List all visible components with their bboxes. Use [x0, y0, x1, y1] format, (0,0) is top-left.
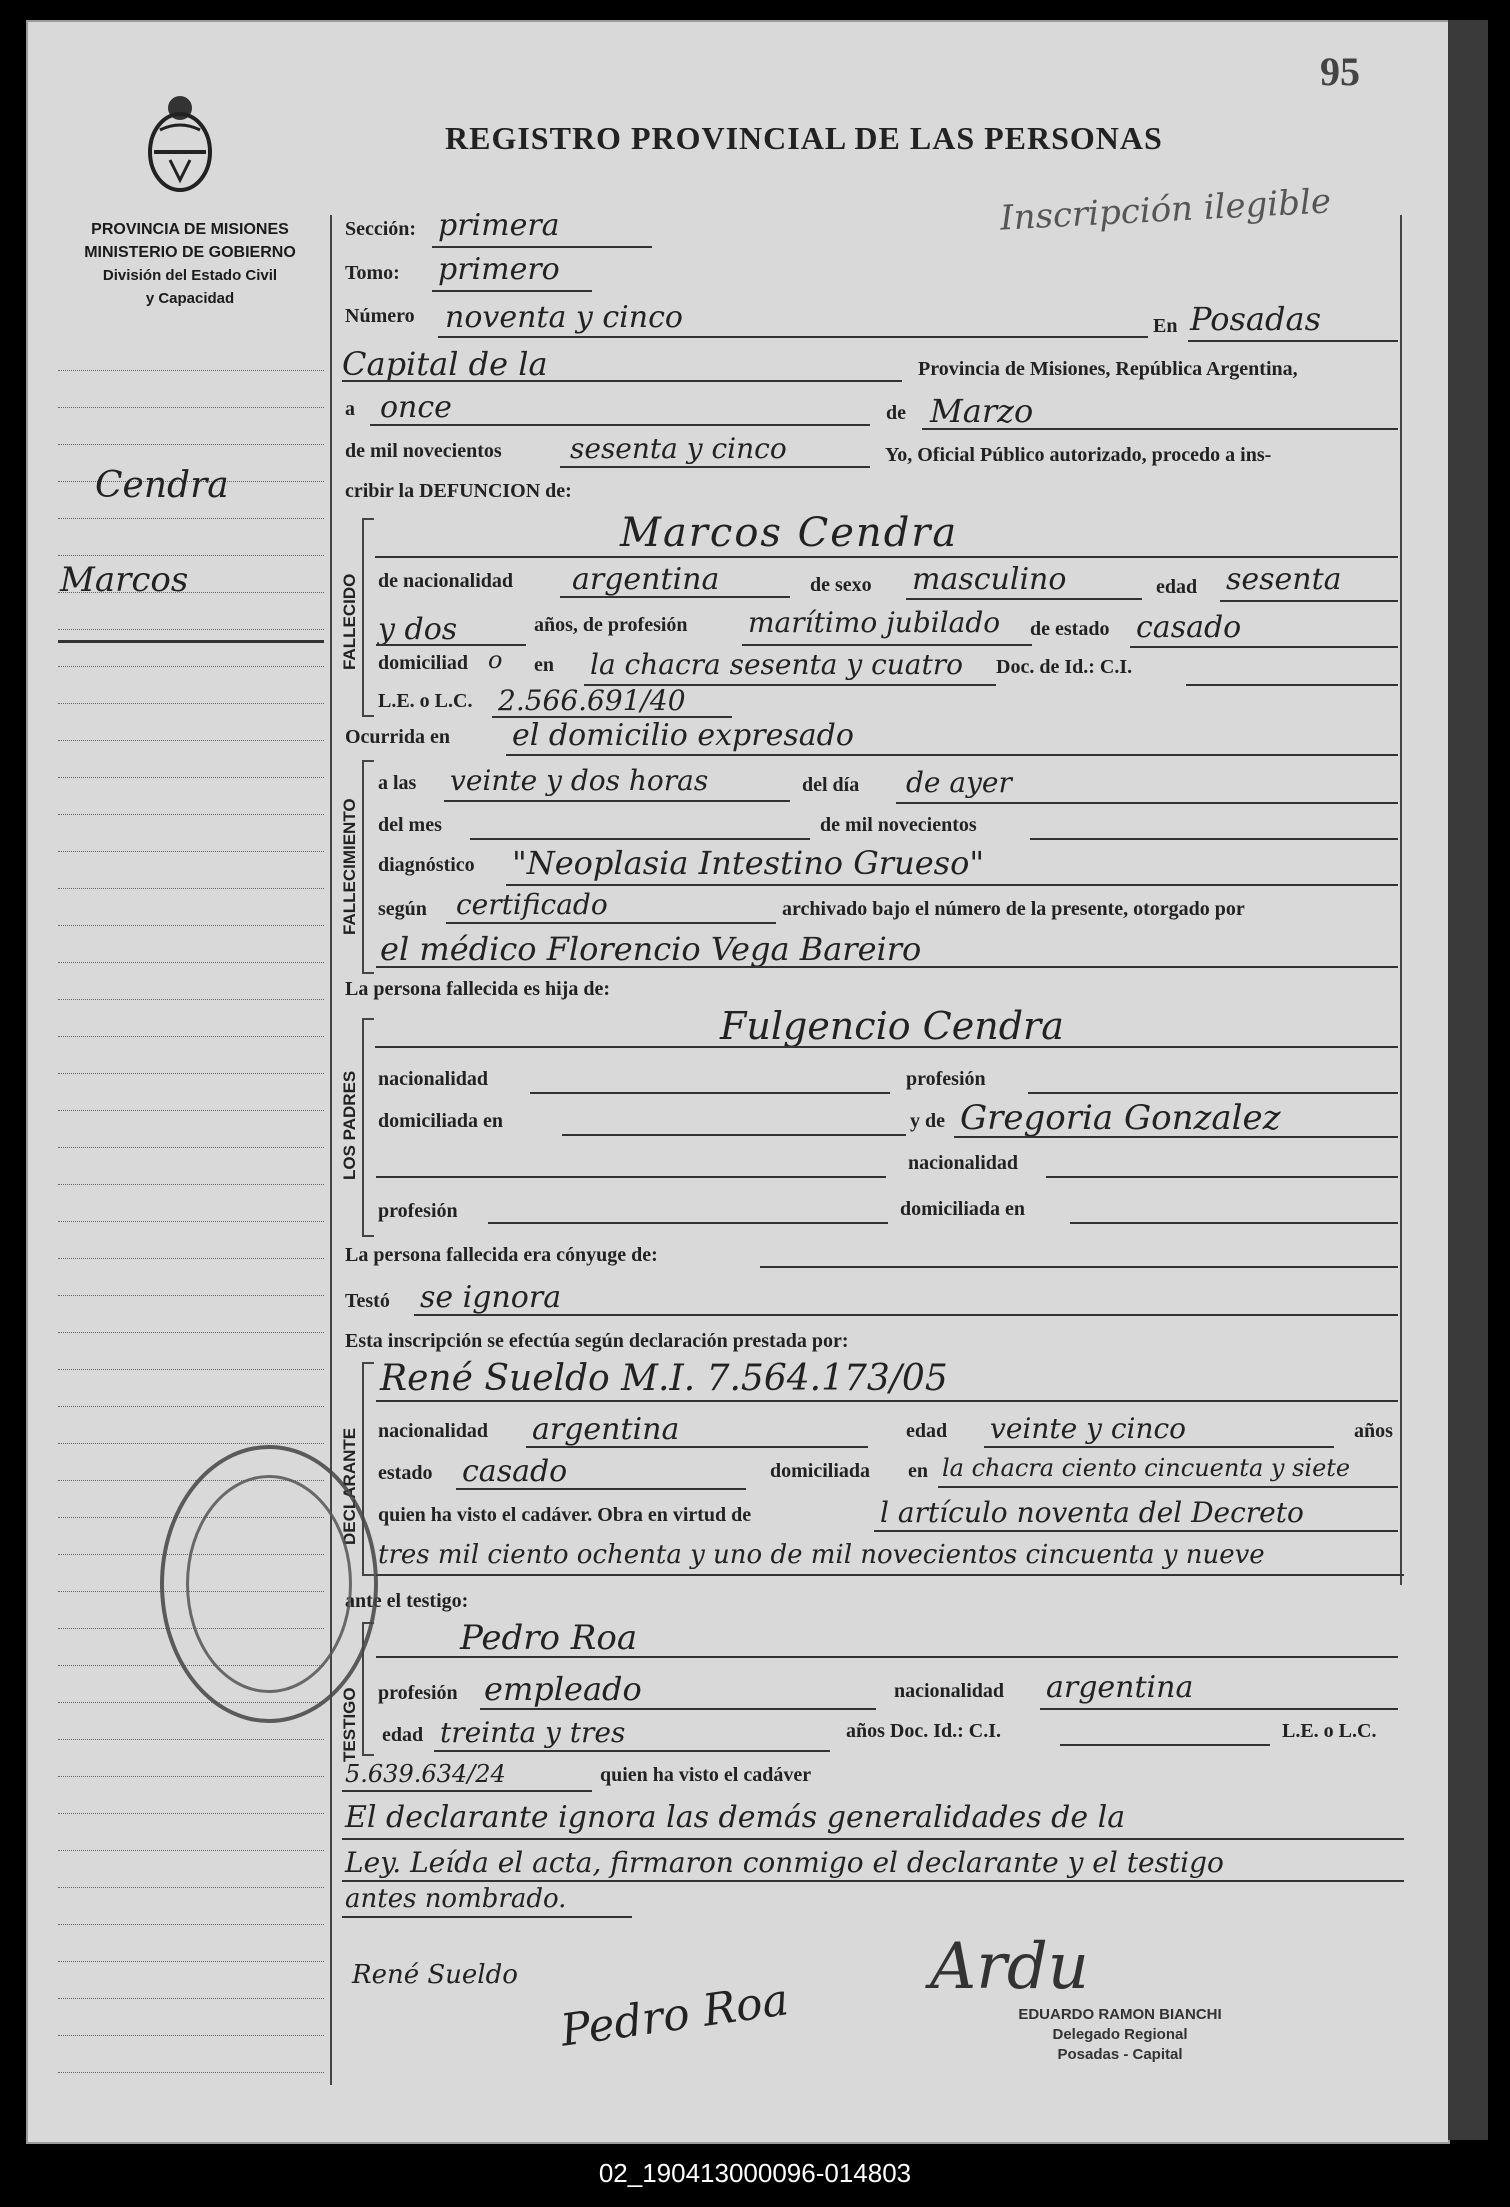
field-d-domicilio: la chacra ciento cincuenta y siete — [942, 1454, 1351, 1482]
line-mes — [922, 428, 1398, 430]
column-divider — [330, 215, 332, 2085]
margin-rule — [58, 1998, 324, 1999]
line-obra2 — [376, 1574, 1404, 1576]
official-stamp — [980, 2005, 1260, 2065]
label-p-domiciliada2: domiciliada en — [900, 1198, 1026, 1220]
field-seccion: primera — [438, 208, 560, 243]
label-provincia: Provincia de Misiones, República Argentina, — [918, 358, 1298, 380]
official-role: Delegado Regional — [1052, 2026, 1188, 2043]
margin-rule — [58, 1332, 324, 1333]
field-dia-ref: de ayer — [906, 766, 1012, 799]
line-sexo — [906, 598, 1142, 600]
label-testo: Testó — [345, 1290, 390, 1312]
margin-rule — [58, 1295, 324, 1296]
line-ocurrida — [506, 754, 1398, 756]
line-anio — [560, 466, 870, 468]
ministry-line1: PROVINCIA DE MISIONES — [91, 221, 289, 238]
line-d-estado — [456, 1488, 746, 1490]
field-edad2: y dos — [378, 612, 458, 647]
margin-rule — [58, 1813, 324, 1814]
coat-of-arms-icon — [140, 90, 220, 200]
signature-oficial: Ardu — [930, 1930, 1089, 2004]
margin-rule — [58, 370, 324, 371]
field-fallecido-nombre: Marcos Cendra — [620, 510, 959, 556]
line-testo — [414, 1314, 1398, 1316]
label-sexo: de sexo — [810, 574, 872, 596]
margin-rule — [58, 1221, 324, 1222]
side-label-fallecido: FALLECIDO — [340, 573, 359, 670]
label-ante: ante el testigo: — [345, 1590, 469, 1612]
field-en: Posadas — [1190, 300, 1321, 338]
field-testigo: Pedro Roa — [460, 1618, 638, 1658]
label-le: L.E. o L.C. — [378, 690, 473, 712]
line-en — [1188, 340, 1398, 342]
margin-rule — [58, 1850, 324, 1851]
side-label-testigo: TESTIGO — [340, 1687, 359, 1762]
line-note1 — [342, 1838, 1404, 1840]
bracket-padres — [362, 1018, 374, 1237]
field-t-edad: treinta y tres — [440, 1716, 626, 1749]
line-t-doc — [1060, 1744, 1270, 1746]
label-archivado: archivado bajo el número de la presente, otorgado por — [782, 898, 1245, 920]
line-dia-ref — [896, 802, 1398, 804]
side-label-declarante: DECLARANTE — [340, 1427, 359, 1545]
label-domiciliado: domiciliad — [378, 652, 469, 674]
margin-rule — [58, 1036, 324, 1037]
line-obra1 — [874, 1530, 1398, 1532]
margin-rule — [58, 1184, 324, 1185]
label-hija: La persona fallecida es hija de: — [345, 978, 610, 1000]
margin-rule — [58, 518, 324, 519]
line-p-nacionalidad2 — [1046, 1176, 1398, 1178]
field-d-estado: casado — [462, 1454, 568, 1489]
label-t-quien: quien ha visto el cadáver — [600, 1764, 812, 1786]
signature-testigo: Pedro Roa — [557, 1974, 792, 2057]
margin-rule — [58, 999, 324, 1000]
field-padre: Fulgencio Cendra — [720, 1004, 1064, 1048]
margin-rule — [58, 1887, 324, 1888]
label-a: a — [345, 398, 355, 420]
line-t-edad — [434, 1750, 830, 1752]
label-p-profesion2: profesión — [378, 1200, 458, 1222]
label-inscripcion: Esta inscripción se efectúa según declaración prestada por: — [345, 1330, 849, 1352]
margin-rule — [58, 407, 324, 408]
line-declarante — [376, 1400, 1398, 1402]
document-title: REGISTRO PROVINCIAL DE LAS PERSONAS — [445, 120, 1163, 156]
label-numero: Número — [345, 305, 415, 327]
field-domicilio: la chacra sesenta y cuatro — [590, 648, 963, 681]
field-mes: Marzo — [930, 392, 1034, 430]
label-p-profesion: profesión — [906, 1068, 986, 1090]
line-profesion — [742, 644, 1032, 646]
margin-rule — [58, 1258, 324, 1259]
margin-rule — [58, 2072, 324, 2073]
image-caption: 02_190413000096-014803 — [598, 2158, 912, 2188]
line-d-nacionalidad — [526, 1446, 868, 1448]
margin-rule — [58, 1739, 324, 1740]
margin-rule — [58, 1147, 324, 1148]
label-p-domiciliada: domiciliada en — [378, 1110, 504, 1132]
line-p-domiciliada — [562, 1134, 906, 1136]
margin-rule — [58, 888, 324, 889]
label-t-edad: edad — [382, 1724, 424, 1746]
field-estado: casado — [1136, 610, 1242, 645]
field-medico: el médico Florencio Vega Bareiro — [380, 930, 922, 968]
line-nacionalidad — [560, 596, 790, 598]
margin-rule — [58, 962, 324, 963]
label-t-le: L.E. o L.C. — [1282, 1720, 1377, 1742]
margin-rule — [58, 1776, 324, 1777]
official-name: EDUARDO RAMON BIANCHI — [1018, 2006, 1222, 2023]
label-de: de — [886, 402, 906, 424]
label-edad: edad — [1156, 576, 1198, 598]
label-yo: Yo, Oficial Público autorizado, procedo a ins- — [885, 444, 1272, 466]
field-segun: certificado — [456, 888, 608, 921]
line-seccion — [432, 246, 652, 248]
label-p-nacionalidad: nacionalidad — [378, 1068, 489, 1090]
field-numero: noventa y cinco — [445, 300, 683, 335]
line-madre-extra — [376, 1176, 886, 1178]
line-tomo — [432, 290, 592, 292]
ministry-line3: División del Estado Civil — [102, 267, 278, 284]
margin-rule — [58, 444, 324, 445]
line-testigo — [376, 1656, 1398, 1658]
margin-name: Marcos — [60, 560, 189, 600]
label-conyuge: La persona fallecida era cónyuge de: — [345, 1244, 658, 1266]
line-p-profesion2 — [488, 1222, 888, 1224]
margin-rule — [58, 1110, 324, 1111]
side-label-padres: LOS PADRES — [340, 1070, 359, 1180]
margin-rule — [58, 1961, 324, 1962]
label-d-en: en — [908, 1460, 928, 1482]
label-doc: Doc. de Id.: C.I. — [996, 656, 1133, 678]
label-en: En — [1153, 315, 1178, 337]
margin-rule — [58, 1924, 324, 1925]
line-de-mil2 — [1030, 838, 1398, 840]
margin-rule — [58, 925, 324, 926]
line-padre — [375, 1046, 1398, 1048]
field-madre: Gregoria Gonzalez — [960, 1098, 1281, 1138]
label-t-anios: años Doc. Id.: C.I. — [846, 1720, 1002, 1742]
label-del-mes: del mes — [378, 814, 442, 836]
margin-rule — [58, 555, 324, 556]
field-t-nacionalidad: argentina — [1046, 1670, 1194, 1705]
margin-rule — [58, 2035, 324, 2036]
label-d-domiciliada: domiciliada — [770, 1460, 871, 1482]
field-declarante: René Sueldo M.I. 7.564.173/05 — [380, 1358, 948, 1399]
margin-divider — [58, 640, 324, 643]
field-dia: once — [380, 390, 452, 425]
field-nacionalidad: argentina — [572, 562, 720, 597]
line-madre — [954, 1136, 1398, 1138]
side-label-fallecimiento: FALLECIMIENTO — [340, 798, 359, 935]
line-doc — [1186, 684, 1398, 686]
line-note3 — [342, 1916, 632, 1918]
header-signature: Inscripción ilegible — [999, 181, 1332, 239]
note-line3: antes nombrado. — [345, 1884, 567, 1914]
field-anio: sesenta y cinco — [570, 432, 787, 465]
margin-rule — [58, 777, 324, 778]
label-inscribir: cribir la DEFUNCION de: — [345, 480, 572, 502]
field-t-doc: 5.639.634/24 — [345, 1760, 506, 1788]
signature-declarante: René Sueldo — [352, 1960, 518, 1990]
label-d-edad: edad — [906, 1420, 948, 1442]
right-border — [1400, 215, 1402, 1585]
label-d-anios: años — [1354, 1420, 1393, 1442]
label-ocurrida: Ocurrida en — [345, 726, 450, 748]
margin-rule — [58, 851, 324, 852]
bracket-fallecido — [362, 518, 374, 717]
field-d-edad: veinte y cinco — [990, 1412, 1187, 1445]
line-del-mes — [470, 838, 810, 840]
ministry-line4: y Capacidad — [145, 290, 235, 307]
line-diagnostico — [506, 884, 1398, 886]
ministry-line2: MINISTERIO DE GOBIERNO — [84, 244, 296, 261]
label-quien: quien ha visto el cadáver. Obra en virtud de — [378, 1504, 752, 1526]
field-edad: sesenta — [1226, 562, 1342, 597]
margin-rule — [58, 1443, 324, 1444]
line-segun — [446, 922, 776, 924]
label-a-las: a las — [378, 772, 417, 794]
line-p-profesion — [1028, 1092, 1398, 1094]
line-t-docnum — [342, 1790, 592, 1792]
line-p-nacionalidad — [530, 1092, 890, 1094]
label-estado: de estado — [1030, 618, 1110, 640]
line-t-profesion — [480, 1708, 876, 1710]
line-estado — [1130, 646, 1398, 648]
field-sexo: masculino — [912, 562, 1067, 597]
field-hora: veinte y dos horas — [450, 764, 709, 797]
line-capital — [342, 380, 902, 382]
label-nacionalidad: de nacionalidad — [378, 570, 514, 592]
label-y-de: y de — [910, 1110, 945, 1132]
label-t-profesion: profesión — [378, 1682, 458, 1704]
bracket-fallecimiento — [362, 760, 374, 974]
margin-rule — [58, 666, 324, 667]
field-t-profesion: empleado — [484, 1670, 642, 1708]
label-en2: en — [534, 654, 554, 676]
field-diagnostico: "Neoplasia Intestino Grueso" — [512, 844, 985, 882]
page-number: 95 — [1320, 49, 1360, 94]
label-de-mil2: de mil novecientos — [820, 814, 977, 836]
margin-rule — [58, 1406, 324, 1407]
line-edad2 — [376, 644, 526, 646]
field-capital: Capital de la — [342, 345, 548, 383]
line-d-edad — [984, 1446, 1334, 1448]
field-le: 2.566.691/40 — [498, 684, 686, 717]
note-line1: El declarante ignora las demás generalidades de la — [345, 1800, 1126, 1835]
line-p-domiciliada2 — [1070, 1222, 1398, 1224]
label-segun: según — [378, 898, 427, 920]
note-line2: Ley. Leída el acta, firmaron conmigo el declarante y el testigo — [345, 1846, 1224, 1879]
label-t-nacionalidad: nacionalidad — [894, 1680, 1005, 1702]
margin-rule — [58, 1369, 324, 1370]
margin-rule — [58, 814, 324, 815]
label-diagnostico: diagnóstico — [378, 854, 475, 876]
field-domiciliado-suffix: o — [488, 646, 503, 674]
margin-rule — [58, 703, 324, 704]
registry-seal — [160, 1445, 378, 1723]
label-d-estado: estado — [378, 1462, 433, 1484]
field-ocurrida: el domicilio expresado — [512, 718, 854, 753]
line-fallecido-nombre — [375, 556, 1398, 558]
line-hora — [444, 800, 790, 802]
margin-surname: Cendra — [95, 465, 229, 506]
line-medico — [376, 966, 1398, 968]
field-testo: se ignora — [420, 1280, 562, 1315]
label-anios-profesion: años, de profesión — [534, 614, 688, 636]
field-tomo: primero — [438, 252, 560, 287]
field-obra1: l artículo noventa del Decreto — [880, 1496, 1304, 1529]
margin-rule — [58, 1073, 324, 1074]
line-d-domicilio — [938, 1486, 1398, 1488]
line-t-nacionalidad — [1040, 1708, 1398, 1710]
book-spine — [1448, 20, 1488, 2140]
line-dia — [370, 424, 870, 426]
ministry-block — [55, 218, 325, 310]
label-d-nacionalidad: nacionalidad — [378, 1420, 489, 1442]
label-del-dia: del día — [802, 774, 860, 796]
line-conyuge — [760, 1266, 1398, 1268]
line-edad — [1220, 600, 1398, 602]
line-note2 — [342, 1880, 1404, 1882]
field-obra2: tres mil ciento ochenta y uno de mil novecientos cincuenta y nueve — [378, 1540, 1265, 1570]
field-d-nacionalidad: argentina — [532, 1412, 680, 1447]
label-tomo: Tomo: — [345, 262, 400, 284]
label-seccion: Sección: — [345, 218, 417, 240]
margin-rule — [58, 740, 324, 741]
margin-rule — [58, 629, 324, 630]
field-profesion: marítimo jubilado — [748, 606, 1001, 639]
label-de-mil: de mil novecientos — [345, 440, 502, 462]
label-p-nacionalidad2: nacionalidad — [908, 1152, 1019, 1174]
official-place: Posadas - Capital — [1057, 2046, 1183, 2063]
line-numero — [438, 336, 1148, 338]
